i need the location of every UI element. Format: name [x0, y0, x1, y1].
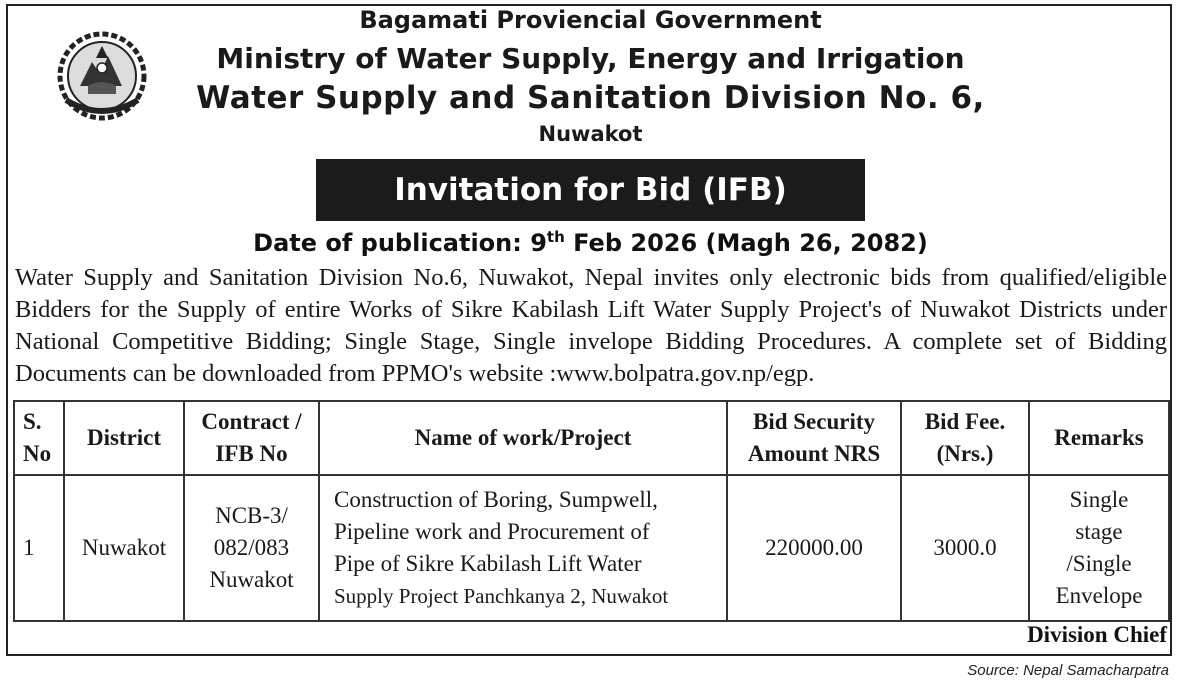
col-header-bid-fee: Bid Fee. (Nrs.)	[901, 401, 1029, 475]
government-name: Bagamati Proviencial Government	[359, 6, 822, 34]
col-header-district: District	[64, 401, 184, 475]
bid-table	[13, 400, 1170, 622]
ministry-name: Ministry of Water Supply, Energy and Irrigation	[216, 42, 965, 75]
col-header-sn: S. No	[14, 401, 64, 475]
publication-date: Date of publication: 9th Feb 2026 (Magh 26, 2082)	[253, 228, 928, 257]
cell-sn: 1	[14, 475, 64, 621]
col-header-work: Name of work/Project	[319, 401, 727, 475]
source-credit: Source: Nepal Samacharpatra	[967, 662, 1169, 679]
cell-remarks: Single stage /Single Envelope	[1029, 475, 1169, 621]
cell-work: Construction of Boring, Sumpwell, Pipeline work and Procurement of Pipe of Sikre Kabilash Lift Water Supply Project Panchkanya 2, Nuwakot	[319, 475, 727, 621]
col-header-bid-security: Bid Security Amount NRS	[727, 401, 901, 475]
table-header-row	[14, 401, 1169, 475]
signatory: Division Chief	[1027, 622, 1167, 647]
division-location: Nuwakot	[538, 122, 643, 146]
col-header-remarks: Remarks	[1029, 401, 1169, 475]
cell-bid-security: 220000.00	[727, 475, 901, 621]
notice-title: Invitation for Bid (IFB)	[316, 159, 865, 221]
cell-bid-fee: 3000.0	[901, 475, 1029, 621]
table-row	[14, 475, 1169, 621]
intro-paragraph: Water Supply and Sanitation Division No.6, Nuwakot, Nepal invites only electronic bids from qualified/eligible Bidders for the Supply of entire Works of Sikre Kabilash Lift Water Supply Project's of Nuwakot Districts under National Competitive Bidding; Single Stage, Single invelope Bidding Procedures. A complete set of Bidding Documents can be downloaded from PPMO's website :www.bolpatra.gov.np/egp.	[15, 264, 1167, 387]
cell-district: Nuwakot	[64, 475, 184, 621]
division-name: Water Supply and Sanitation Division No. 6,	[196, 80, 985, 116]
cell-contract: NCB-3/ 082/083 Nuwakot	[184, 475, 319, 621]
col-header-contract: Contract / IFB No	[184, 401, 319, 475]
